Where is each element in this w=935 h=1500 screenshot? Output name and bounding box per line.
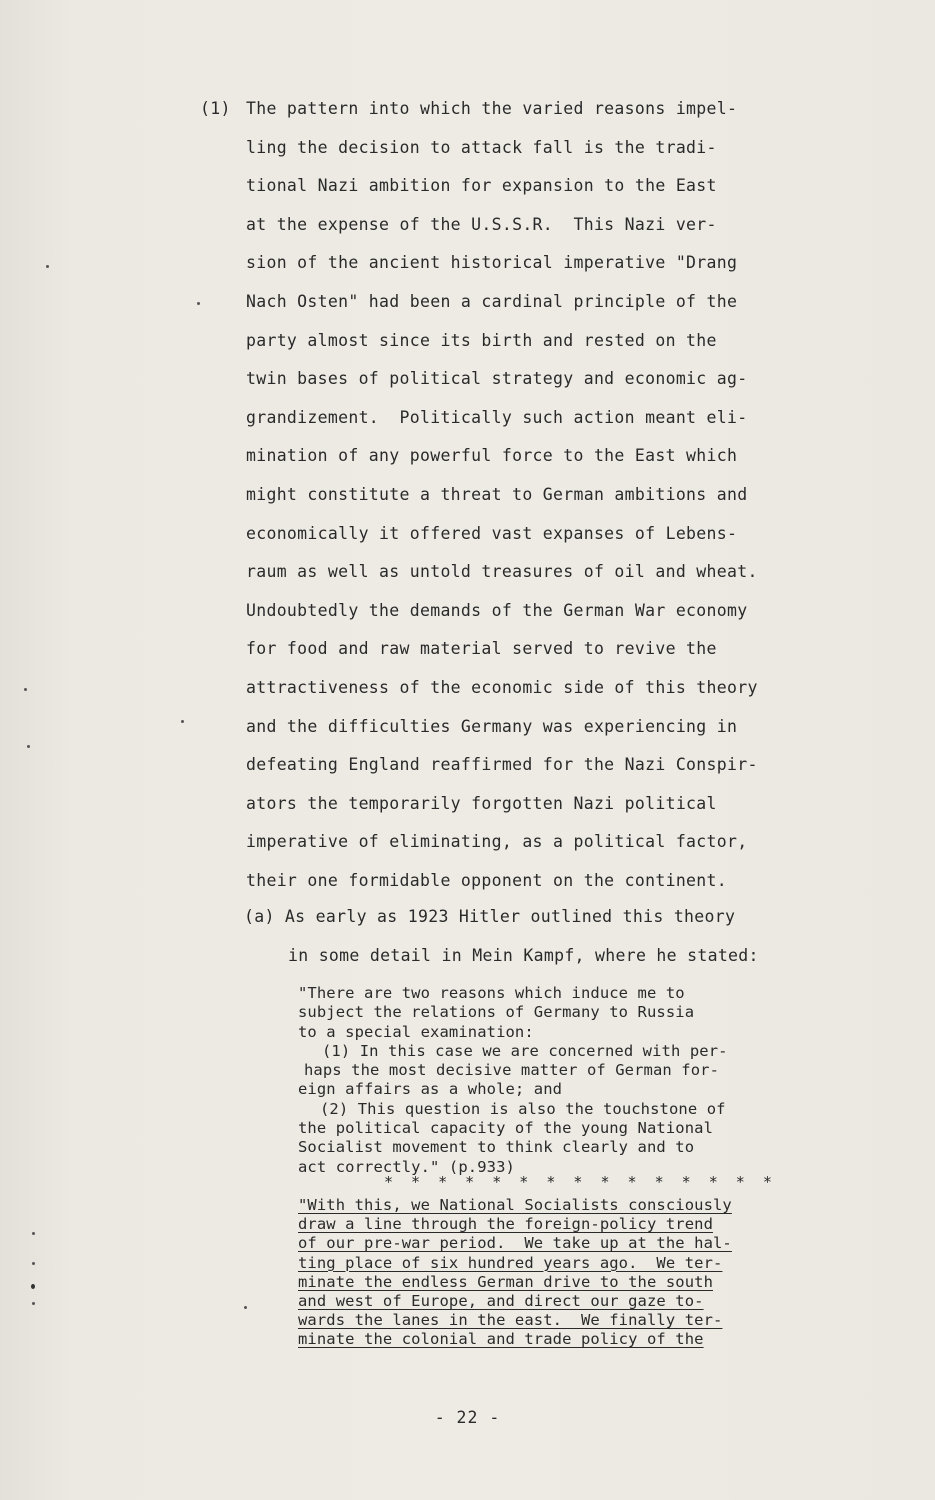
quote-line: to a special examination: xyxy=(298,1022,534,1041)
quote-line: (2) This question is also the touchstone of xyxy=(320,1099,726,1118)
paragraph-line: Nach Osten" had been a cardinal principle of the xyxy=(246,291,738,311)
subparagraph-line: in some detail in Mein Kampf, where he stated: xyxy=(288,945,759,965)
paragraph-line: defeating England reaffirmed for the Nazi Conspir- xyxy=(246,755,758,775)
paragraph-line: might constitute a threat to German ambitions and xyxy=(246,484,748,504)
quote-line: (1) In this case we are concerned with per- xyxy=(322,1041,728,1060)
paper-speck xyxy=(46,265,49,268)
paragraph-line: ling the decision to attack fall is the tradi- xyxy=(246,137,717,157)
quote-line: minate the endless German drive to the south xyxy=(298,1272,713,1291)
paragraph-line: grandizement. Politically such action meant eli- xyxy=(246,407,748,427)
subparagraph-a xyxy=(244,898,844,975)
paragraph-line: at the expense of the U.S.S.R. This Nazi ver- xyxy=(246,214,717,234)
paragraph-line: and the difficulties Germany was experiencing in xyxy=(246,716,738,736)
paragraph-line: mination of any powerful force to the East which xyxy=(246,446,738,466)
quote-line: eign affairs as a whole; and xyxy=(298,1080,563,1099)
page-number: - 22 - xyxy=(434,1408,501,1427)
quote-line: ting place of six hundred years ago. We ter- xyxy=(298,1253,723,1272)
subparagraph-line: (a) As early as 1923 Hitler outlined this theory xyxy=(244,907,736,926)
quote-line: and west of Europe, and direct our gaze to- xyxy=(298,1292,704,1311)
paragraph-line: twin bases of political strategy and economic ag- xyxy=(246,369,748,389)
paper-speck xyxy=(31,1284,35,1289)
paragraph-line: The pattern into which the varied reasons impel- xyxy=(246,99,738,118)
block-quote-2 xyxy=(298,1196,838,1350)
paper-speck xyxy=(32,1302,35,1305)
quote-line: act correctly." (p.933) xyxy=(298,1157,515,1176)
paragraph-number: (1) xyxy=(200,99,231,118)
paragraph-line: their one formidable opponent on the continent. xyxy=(246,870,727,890)
paragraph-line: party almost since its birth and rested on the xyxy=(246,330,717,350)
quote-line: wards the lanes in the east. We finally ter- xyxy=(298,1311,723,1330)
quote-line: draw a line through the foreign-policy trend xyxy=(298,1215,713,1234)
paper-speck xyxy=(181,720,184,723)
paragraph-line: tional Nazi ambition for expansion to the East xyxy=(246,176,717,196)
main-paragraph xyxy=(200,90,840,900)
paper-speck xyxy=(27,745,30,748)
paper-speck xyxy=(24,688,27,691)
paragraph-line: sion of the ancient historical imperative "Drang xyxy=(246,253,738,273)
quote-line: of our pre-war period. We take up at the hal- xyxy=(298,1234,732,1253)
paragraph-line: for food and raw material served to revive the xyxy=(246,639,717,659)
paragraph-line: ators the temporarily forgotten Nazi political xyxy=(246,793,717,813)
quote-line: minate the colonial and trade policy of the xyxy=(298,1330,704,1349)
paragraph-line: attractiveness of the economic side of this theory xyxy=(246,677,758,697)
quote-line: Socialist movement to think clearly and to xyxy=(298,1138,695,1157)
quote-line: haps the most decisive matter of German for- xyxy=(304,1061,719,1080)
paper-speck xyxy=(32,1232,35,1235)
quote-line: the political capacity of the young National xyxy=(298,1119,713,1138)
block-quote-1 xyxy=(298,984,838,1177)
paper-speck xyxy=(244,1306,247,1309)
paragraph-line: raum as well as untold treasures of oil and wheat. xyxy=(246,562,758,582)
quote-line: "There are two reasons which induce me to xyxy=(298,984,685,1002)
asterisk-separator: * * * * * * * * * * * * * * * xyxy=(384,1173,777,1191)
paragraph-line: economically it offered vast expanses of Lebens- xyxy=(246,523,738,543)
paragraph-line: imperative of eliminating, as a political factor, xyxy=(246,832,748,852)
quote-line: subject the relations of Germany to Russia xyxy=(298,1003,695,1022)
paper-speck xyxy=(32,1262,35,1265)
paragraph-line: Undoubtedly the demands of the German War economy xyxy=(246,600,748,620)
quote-line: "With this, we National Socialists consciously xyxy=(298,1196,732,1214)
